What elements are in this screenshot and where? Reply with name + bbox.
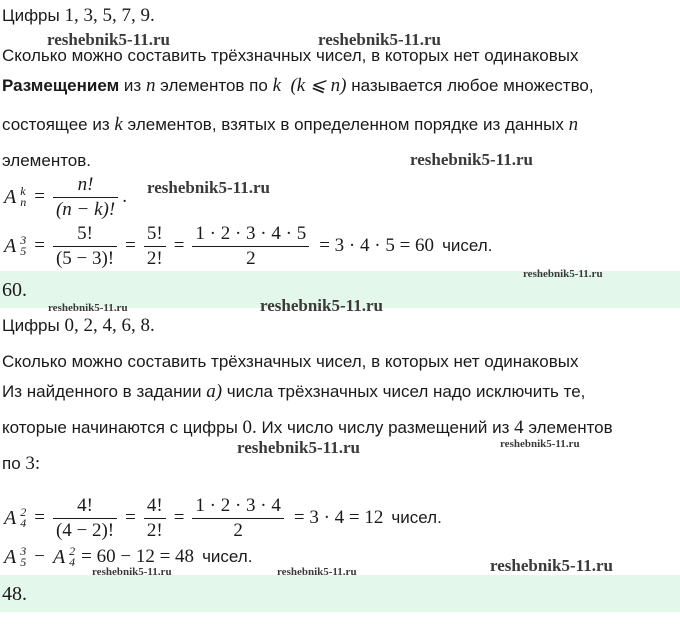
watermark: reshebnik5-11.ru	[410, 150, 533, 169]
calculation-a: A 3 5 = $\frac{5!}{(5 - 3)!}$ = $\frac{5!}{2!}$ = $\frac{1 \cdot 2 \cdot 3 \cdot 4 \cdot 5}{2}$ = 3 · 4 · 5 = 60 чисел.	[4, 222, 493, 269]
watermark: reshebnik5-11.ru	[92, 566, 172, 578]
calculation-b: A 2 4 = $\frac{4!}{(4 - 2)!}$ = $\frac{4!}{2!}$ = $\frac{1 \cdot 2 \cdot 3 \cdot 4}{2}$ = 3 · 4 = 12 чисел.	[4, 494, 442, 541]
definition-line-2: состоящее из k элементов, взятых в определенном порядке из данных n	[2, 114, 579, 135]
watermark: reshebnik5-11.ru	[500, 438, 580, 450]
definition-line-1: Размещением из n элементов по k (k ⩽ n) называется любое множество,	[2, 75, 594, 96]
watermark: reshebnik5-11.ru	[48, 302, 128, 314]
watermark: reshebnik5-11.ru	[260, 296, 383, 315]
general-formula: A k n = $\frac{n!}{(n - k)!}$ .	[4, 173, 127, 220]
watermark: reshebnik5-11.ru	[237, 438, 360, 457]
question-b: Сколько можно составить трёхзначных чисел, в которых нет одинаковых	[2, 352, 579, 371]
answer-a: 60.	[2, 279, 27, 301]
general-fraction: $\frac{n!}{(n - k)!}$	[53, 173, 118, 222]
fraction-a-1: $\frac{5!}{(5 - 3)!}$	[53, 222, 117, 271]
explanation-line-3: по 3:	[2, 453, 41, 474]
fraction-b-2: $\frac{4!}{2!}$	[144, 494, 166, 543]
watermark: reshebnik5-11.ru	[147, 178, 270, 197]
fraction-a-2: $\frac{5!}{2!}$	[144, 222, 166, 271]
watermark: reshebnik5-11.ru	[523, 268, 603, 280]
answer-band-b	[0, 575, 680, 612]
difference-line: A 3 5 − A 2 4 = 60 − 12 = 48 чисел.	[4, 544, 253, 569]
fraction-b-3: $\frac{1 \cdot 2 \cdot 3 \cdot 4}{2}$	[192, 494, 283, 543]
fraction-a-3: $\frac{1 \cdot 2 \cdot 3 \cdot 4 \cdot 5}{2}$	[192, 222, 309, 271]
watermark: reshebnik5-11.ru	[490, 556, 613, 575]
arrangement-symbol: A	[4, 185, 17, 208]
definition-line-3: элементов.	[2, 151, 92, 170]
explanation-line-1: Из найденного в задании a) числа трёхзначных чисел надо исключить те,	[2, 381, 586, 402]
answer-b: 48.	[2, 583, 27, 605]
watermark: reshebnik5-11.ru	[47, 30, 170, 49]
digits-line-b: Цифры 0, 2, 4, 6, 8.	[2, 315, 155, 336]
question-a: Сколько можно составить трёхзначных чисел, в которых нет одинаковых	[2, 46, 579, 65]
watermark: reshebnik5-11.ru	[318, 30, 441, 49]
watermark: reshebnik5-11.ru	[277, 566, 357, 578]
digits-line-a: Цифры 1, 3, 5, 7, 9.	[2, 5, 155, 26]
explanation-line-2: которые начинаются с цифры 0. Их число числу размещений из 4 элементов	[2, 417, 613, 438]
fraction-b-1: $\frac{4!}{(4 - 2)!}$	[53, 494, 117, 543]
